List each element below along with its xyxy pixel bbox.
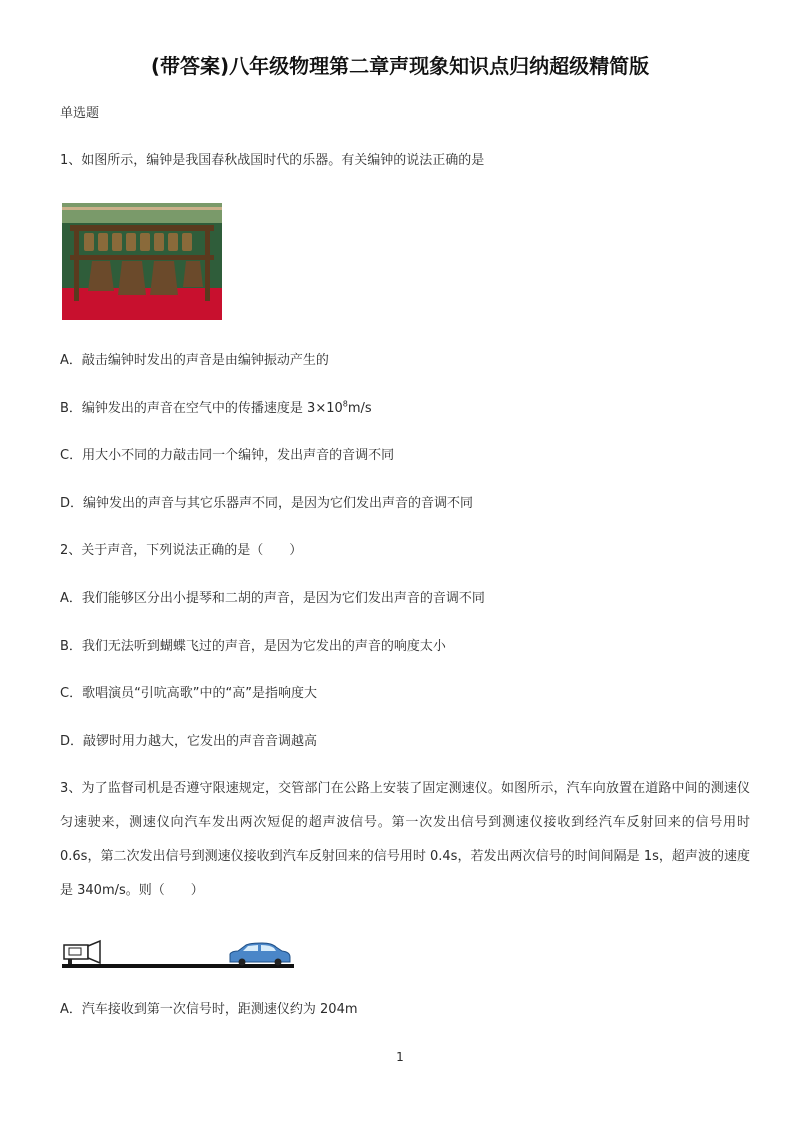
q3-option-a: A．汽车接收到第一次信号时，距测速仪约为 204m xyxy=(60,1002,358,1017)
q2-option-a: A．我们能够区分出小提琴和二胡的声音，是因为它们发出声音的音调不同 xyxy=(60,591,485,606)
q1-option-d: D．编钟发出的声音与其它乐器声不同，是因为它们发出声音的音调不同 xyxy=(60,496,474,511)
q1-option-a: A．敲击编钟时发出的声音是由编钟振动产生的 xyxy=(60,353,329,368)
speed-detector-icon xyxy=(64,941,100,964)
page-title: (带答案)八年级物理第二章声现象知识点归纳超级精简版 xyxy=(150,54,650,78)
q3-stem: 3、为了监督司机是否遵守限速规定，交管部门在公路上安装了固定测速仪。如图所示，汽车向放置在道路中间的测速仪匀速驶来，测速仪向汽车发出两次短促的超声波信号。第一次发出信号到测速仪接收到经汽车反射回来的信号用时 0.6s，第二次发出信号到测速仪接收到汽车反射回来的信号用时 0.4s，若发出两次信号的时间间隔是 1s，超声波的速度是 340m/s。则（ ） xyxy=(60,781,750,898)
q2-option-d: D．敲锣时用力越大，它发出的声音音调越高 xyxy=(60,734,318,749)
bianzhong-bells-photo xyxy=(62,203,222,320)
car-icon xyxy=(230,943,290,966)
q2-option-b: B．我们无法听到蝴蝶飞过的声音，是因为它发出的声音的响度太小 xyxy=(60,639,446,654)
q1-stem: 1、如图所示，编钟是我国春秋战国时代的乐器。有关编钟的说法正确的是 xyxy=(60,153,485,168)
q1-option-b-exponent: 8 xyxy=(342,399,348,409)
road-line xyxy=(62,964,294,968)
speed-detector-diagram xyxy=(58,935,298,970)
page-number: 1 xyxy=(396,1050,404,1064)
q1-option-b-unit: m/s xyxy=(347,401,372,416)
q1-option-b xyxy=(60,401,372,417)
q2-stem: 2、关于声音，下列说法正确的是（ ） xyxy=(60,543,303,558)
q2-option-c: C．歌唱演员“引吭高歌”中的“高”是指响度大 xyxy=(60,686,318,701)
q1-option-c: C．用大小不同的力敲击同一个编钟，发出声音的音调不同 xyxy=(60,448,395,463)
q1-option-b-text: B．编钟发出的声音在空气中的传播速度是 3×10 xyxy=(60,401,343,416)
section-label: 单选题 xyxy=(60,106,100,121)
